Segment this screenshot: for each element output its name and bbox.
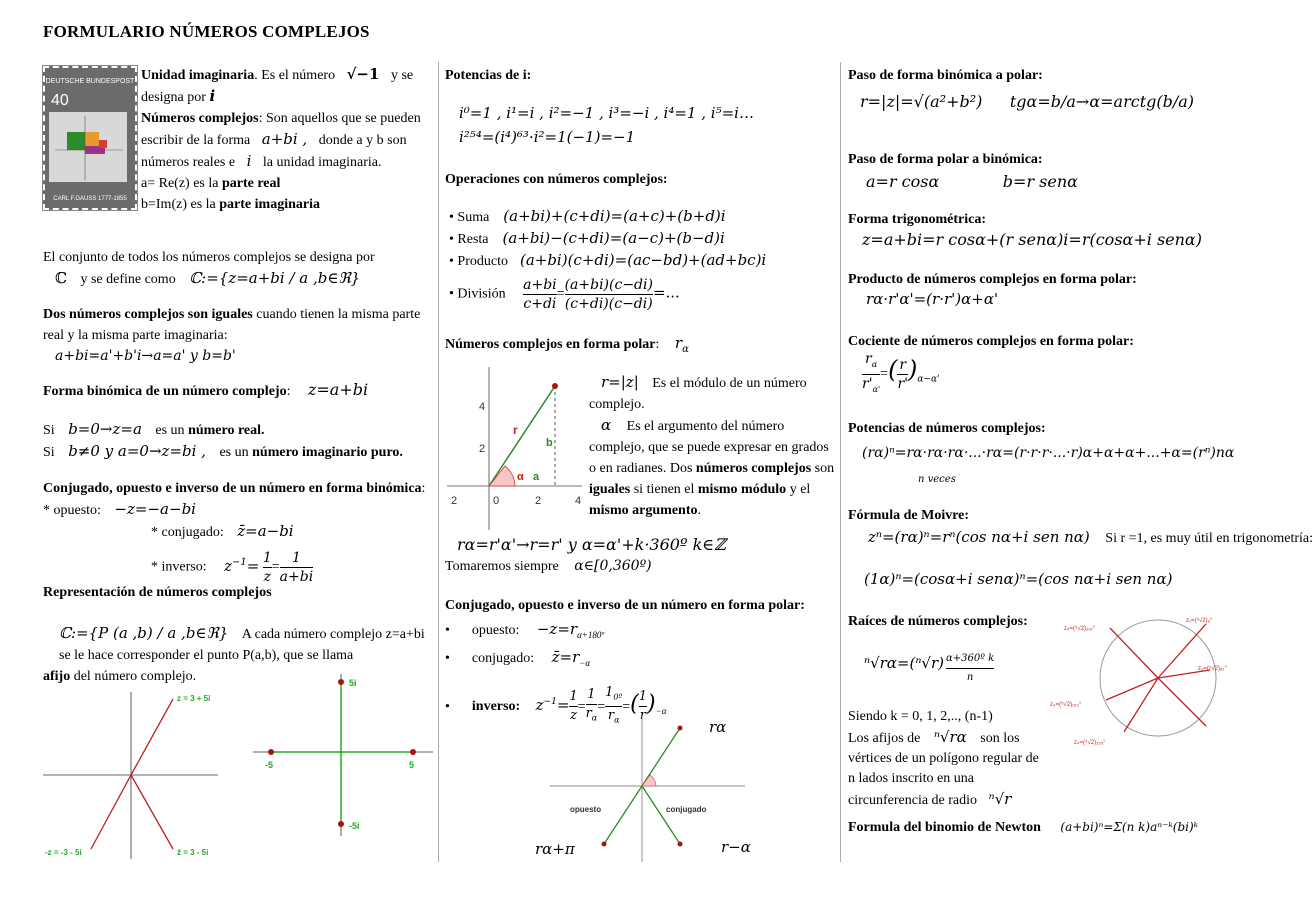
roots-circle-diagram [1048,610,1248,750]
inverse-exp: −1 [232,556,247,568]
label-r-alpha: rα [709,718,727,736]
column-divider [840,62,841,862]
conjunto-def: ℂ:={z=a+bi / a ,b∈ℜ} [189,269,361,287]
potencias-formula2: i²⁵⁴=(i⁴)⁶³·i²=1(−1)=−1 [459,128,636,146]
div-den1: c+di [523,296,557,312]
iguales-formula: a+bi=a'+b'i→a=a' y b=b' [55,348,236,364]
afijo-bold: afijo [43,669,71,684]
plot-axes-points [253,674,433,849]
mo-text: Si r =1, es muy útil en trigonometría: [1105,531,1313,546]
polar-arg-text1: Es el argumento del número complejo, que se puede expresar en grados o en radianes. Dos [589,419,829,476]
rep-text2: del número complejo. [73,669,197,684]
polar-arg-bold3: mismo módulo [697,482,787,497]
op-producto-label: Producto [457,254,508,269]
conjunto-text: El conjunto de todos los números complejos se designa por [43,250,375,265]
circle-label-z3: z₃=(⁵√2)₁₅₃° [1050,702,1082,708]
svg-text:2: 2 [451,495,458,507]
circle-label-z5: z₅=(⁵√2)₂₉₇° [1064,626,1096,632]
set-C-symbol: ℂ [55,269,67,287]
unidad-text: . Es el número [254,68,336,83]
si2-text: Si [43,445,55,460]
plot-opuesto-label: opuesto [570,805,602,814]
op-resta-formula: (a+bi)−(c+di)=(a−c)+(b−d)i [502,229,725,247]
potencias-heading: Potencias de i [445,68,527,83]
circle-label-z1: z₁=(⁵√2)₉° [1186,618,1213,624]
ra-formula: ⁿ√rα=(ⁿ√r) [864,654,945,672]
polar-arg-text2: son [814,461,835,476]
plot2-label-5: 5 [409,760,415,770]
polar-r: r [674,334,683,352]
plot-conjugado-label: conjugado [666,805,707,814]
page-title: FORMULARIO NÚMEROS COMPLEJOS [43,22,370,41]
im-bold: parte imaginaria [219,197,320,212]
cp-cj-sub: −α [579,657,591,668]
gauss-stamp-image [43,66,137,210]
polar-equality: rα=r'α'→r=r' y α=α'+k·360º k∈ℤ [457,535,726,554]
newton-formula: (a+bi)ⁿ=Σ(n k)aⁿ⁻ᵏ(bi)ᵏ [1060,820,1199,834]
si2-formula: b≠0 y a=0→z=bi , [68,442,206,460]
plot1-label-z: z = 3 + 5i [177,694,211,703]
pb-heading: Paso de forma polar a binómica [848,152,1038,167]
div-num2: (a+bi)(c−di) [564,277,653,293]
label-r-alpha-pi: rα+π [535,840,575,858]
co-sub: α−α' [917,374,940,385]
svg-text:2: 2 [479,443,486,455]
tr-formula: z=a+bi=r cosα+(r senα)i=r(cosα+i senα) [862,230,1202,249]
coi-cj-text: * conjugado: [151,525,224,540]
div-tail: =... [652,283,680,302]
tomaremos-text: Tomaremos siempre [445,559,559,574]
plot1-label-conj: z̄ = 3 - 5i [177,848,209,857]
polar-arg-text5: . [697,503,701,518]
label-r-neg-alpha: r−α [721,838,751,856]
si2-bold: número imaginario puro. [252,445,403,460]
svg-text:2: 2 [535,495,542,507]
pr-formula: rα·r'α'=(r·r')α+α' [866,290,999,308]
potencias-formula1: i⁰=1 , i¹=i , i²=−1 , i³=−i , i⁴=1 , i⁵=i… [459,104,754,122]
nc-form: a+bi , [261,130,308,148]
ra-sub-den: n [966,672,974,683]
coi-cj-formula: z̄=a−bi [237,522,294,540]
div-den2: (c+di)(c−di) [564,296,653,312]
conjunto-text2: y se define como [80,272,176,287]
cp-cj-label: conjugado: [471,650,535,666]
polar-label-alpha: α [517,471,524,483]
op-suma-label: Suma [457,210,490,225]
cp-op-sub: α+180º [577,629,605,640]
nc-i: i [246,152,252,170]
polar-diagram [447,362,582,532]
polar-arg-bold4: mismo argumento [589,503,698,518]
unidad-text2: y se designa por [141,68,414,105]
svg-text:0: 0 [493,495,500,507]
rep-text1: A cada número complejo z=a+bi se le hace corresponder el punto P(a,b), que se llama [59,627,425,663]
cp-op-label: opuesto: [471,623,520,638]
bp-formula2: tgα=b/a→α=arctg(b/a) [1009,92,1195,111]
ra-nr-alpha: ⁿ√rα [933,728,967,746]
conj-polar-heading: Conjugado, opuesto e inverso de un número en forma polar: [445,598,805,613]
stamp-value: 40 [51,92,69,109]
polar-label-b: b [546,437,553,449]
stamp-graphic [45,110,131,190]
ra-heading: Raíces de números complejos [848,614,1024,629]
cp-in-label: inverso: [471,698,521,714]
binomica-colon: : [286,384,291,399]
unidad-heading: Unidad imaginaria [141,68,255,83]
ra-text1: Siendo k = 0, 1, 2,.., (n-1) [848,709,993,724]
coi-in-text: * inverso: [151,559,207,575]
plot2-label-neg5i: -5i [349,821,360,831]
pr-heading: Producto de números complejos en forma polar [848,272,1133,287]
inverse-z: z [224,556,233,575]
polar-arg-bold1: números complejos [695,461,812,476]
polar-arg-bold2: iguales [589,482,631,497]
tr-heading: Forma trigonométrica [848,212,982,227]
mo-formula2: (1α)ⁿ=(cosα+i senα)ⁿ=(cos nα+i sen nα) [864,570,1173,588]
polar-alpha: α [601,416,612,434]
polar-label-a: a [533,471,540,483]
stamp-top-text: DEUTSCHE BUNDESPOST [45,78,135,85]
binomica-formula: z=a+bi [307,380,369,399]
pb-formula1: a=r cosα [866,172,940,191]
stamp-bottom-text: CARL F.GAUSS 1777-1855 [53,196,127,202]
polar-r-alpha: $r_\alpha$ [674,334,689,355]
polar-heading: Números complejos en forma polar [445,337,656,352]
circle-label-z2: z₂=(⁵√2)₈₁° [1198,666,1227,672]
plot2-label-5i: 5i [349,678,357,688]
cp-cj-formula: z̄=r [551,647,580,666]
bp-formula1: r=|z|=√(a²+b²) [860,92,983,111]
plot1-label-neg-z: -z = -3 - 5i [45,848,82,857]
polar-arg-text3: si tienen el [633,482,695,497]
cp-op-formula: −z=r [536,620,578,638]
op-resta-label: Resta [457,232,489,247]
plot2-label-neg5: -5 [265,760,274,770]
binomica-heading: Forma binómica de un número complejo [43,384,287,399]
nc-heading: Números complejos [141,111,259,126]
co-heading: Cociente de números complejos en forma polar [848,334,1130,349]
coi-in-formula: $z^{-1}=$ [224,556,260,575]
polar-arg-text4: y el [789,482,811,497]
nc-text2: donde a y b son números reales e [141,133,407,170]
svg-text:4: 4 [479,401,486,413]
coi-op-formula: −z=−a−bi [114,500,196,518]
plot-conjugate-opposite [43,687,253,862]
tomaremos-formula: α∈[0,360º) [574,558,652,574]
coi-op-text: : * opuesto: [43,481,426,518]
op-suma-formula: (a+bi)+(c+di)=(a+c)+(b+d)i [503,207,726,225]
ra-text2: Los afijos de [848,731,921,746]
im-text: b=Im(z) es la [141,197,216,212]
iguales-bold: Dos números complejos son iguales [43,307,253,322]
sqrt-minus-one: √−1 [346,65,380,83]
newton-heading: Formula del binomio de Newton [848,820,1041,835]
si1-text2: es un [155,423,185,438]
div-num1: a+bi [523,277,557,293]
iguales-text: cuando tienen la misma parte real y la misma parte imaginaria: [43,307,421,343]
ra-nr: ⁿ√r [988,790,1012,808]
ra-text3: son los vértices de un polígono regular de n lados inscrito en una circunferencia de radio [848,731,1039,808]
re-text: a= Re(z) es la [141,176,219,191]
bp-heading: Paso de forma binómica a polar [848,68,1039,83]
si1-bold: número real. [188,423,265,438]
nc-text: : Son aquellos que se pueden escribir de la forma [141,111,421,148]
mo-formula: zⁿ=(rα)ⁿ=rⁿ(cos nα+i sen nα) [868,528,1090,546]
coi-heading: Conjugado, opuesto e inverso de un número en forma binómica [43,481,422,496]
po-formula: (rα)ⁿ=rα·rα·rα·...·rα=(r·r·r·...·r)α+α+α+...+α=(rⁿ)nα [862,445,1235,461]
rep-formula: ℂ:={P (a ,b) / a ,b∈ℜ} [59,624,229,642]
op-producto-formula: (a+bi)(c+di)=(ac−bd)+(ad+bc)i [519,251,767,269]
op-division-label: División [457,286,506,302]
unidad-i: i [209,87,216,105]
svg-text:4: 4 [575,495,582,507]
pb-formula2: b=r senα [1002,172,1078,191]
si2-text2: es un [219,445,249,460]
po-n-veces: n veces [918,474,956,485]
circle-label-z4: z₄=(⁵√2)₂₂₅° [1074,740,1106,746]
polar-modulo-text: Es el módulo de un número complejo. [589,376,807,412]
mo-heading: Fórmula de Moivre [848,508,965,523]
polar-label-r: r [513,423,518,437]
re-bold: parte real [221,176,281,191]
rep-heading: Representación de números complejos [43,585,272,600]
po-heading: Potencias de números complejos [848,421,1041,436]
si1-formula: b=0→z=a [68,420,142,438]
ra-sub-num: α+360º k [946,650,994,669]
nc-text3: la unidad imaginaria. [262,155,382,170]
si1-text: Si [43,423,55,438]
operaciones-heading: Operaciones con números complejos [445,172,663,187]
polar-modulo-formula: r=|z| [601,373,639,391]
